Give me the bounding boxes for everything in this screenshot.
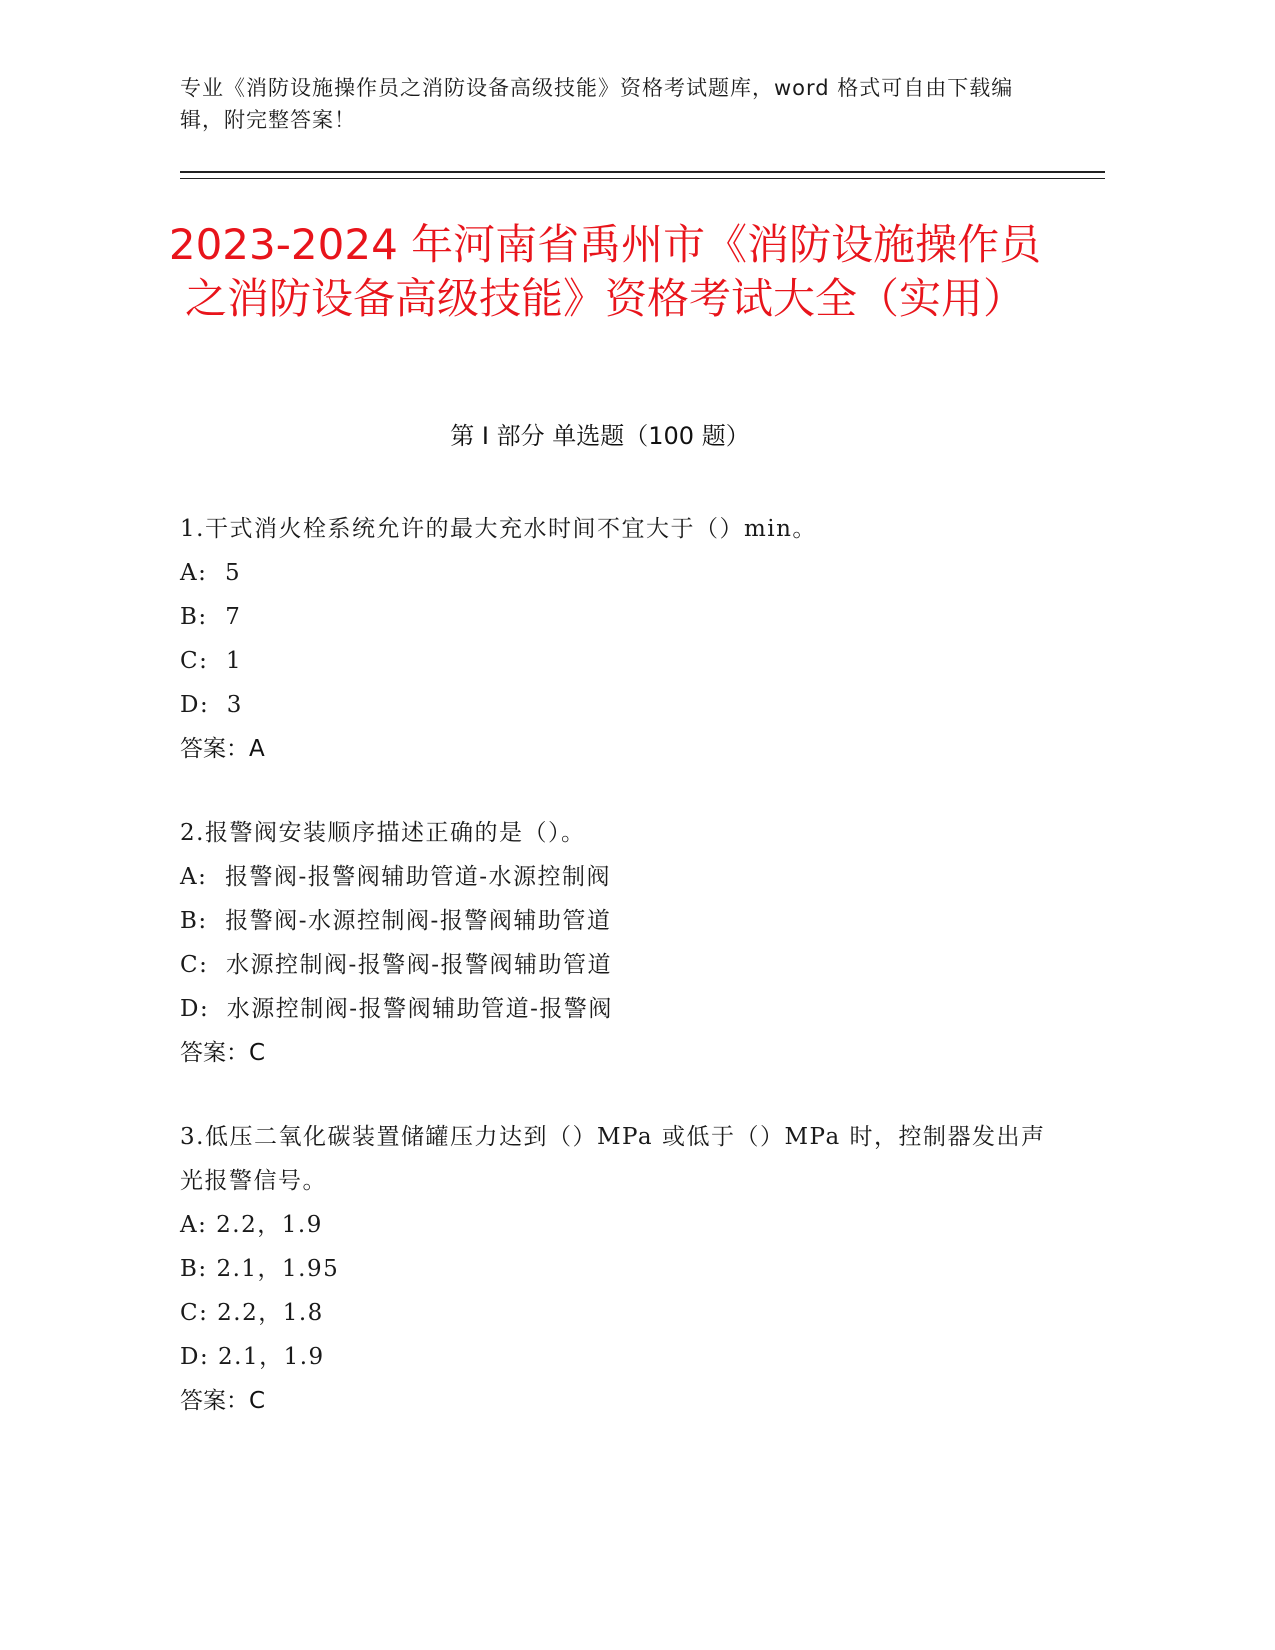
option-d: D: 2.1，1.9: [180, 1344, 325, 1370]
header-note: 专业《消防设施操作员之消防设备高级技能》资格考试题库，word 格式可自由下载编辑，附完整答案！: [180, 76, 1014, 132]
option-a: A: 报警阀-报警阀辅助管道-水源控制阀: [180, 864, 612, 890]
question-1: [180, 507, 1050, 771]
header-divider-thick: [180, 171, 1105, 173]
option-b: B: 7: [180, 604, 242, 630]
section-title: 第 I 部分 单选题（100 题）: [450, 422, 750, 450]
option-b: B: 2.1，1.95: [180, 1256, 340, 1282]
answer: 答案：A: [180, 736, 265, 762]
question-2: [180, 811, 1050, 1075]
question-list: [180, 507, 1050, 1463]
header-divider-thin: [180, 178, 1105, 179]
question-stem: 2.报警阀安装顺序描述正确的是（）。: [180, 820, 586, 846]
option-a: A: 2.2，1.9: [180, 1212, 323, 1238]
answer: 答案：C: [180, 1388, 266, 1414]
question-stem: 3.低压二氧化碳装置储罐压力达到（）MPa 或低于（）MPa 时，控制器发出声光报警信号。: [180, 1124, 1046, 1194]
document-title: 2023-2024 年河南省禹州市《消防设施操作员之消防设备高级技能》资格考试大全（实用）: [168, 220, 1042, 323]
option-b: B: 报警阀-水源控制阀-报警阀辅助管道: [180, 908, 612, 934]
option-c: C: 2.2，1.8: [180, 1300, 324, 1326]
option-a: A: 5: [180, 560, 242, 586]
option-d: D: 水源控制阀-报警阀辅助管道-报警阀: [180, 996, 613, 1022]
option-c: C: 1: [180, 648, 243, 674]
question-3: [180, 1115, 1050, 1423]
option-c: C: 水源控制阀-报警阀-报警阀辅助管道: [180, 952, 613, 978]
question-stem: 1.干式消火栓系统允许的最大充水时间不宜大于（）min。: [180, 516, 817, 542]
answer: 答案：C: [180, 1040, 266, 1066]
option-d: D: 3: [180, 692, 243, 718]
